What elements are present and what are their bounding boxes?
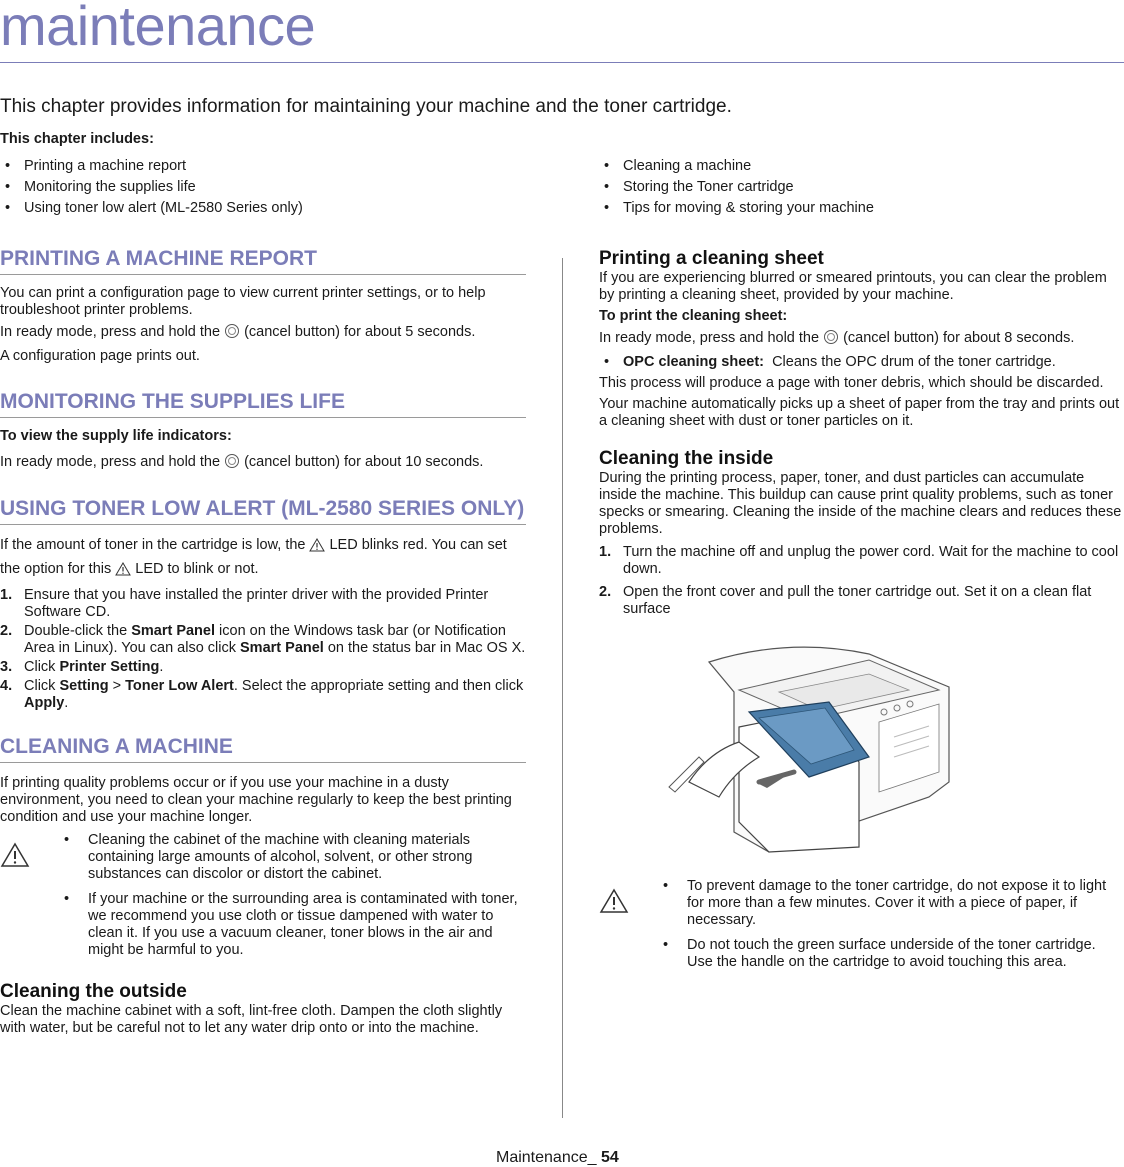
step-number: 2. bbox=[0, 623, 13, 639]
cleaning-sheet-instruction bbox=[599, 329, 1124, 350]
report-result: A configuration page prints out. bbox=[0, 348, 200, 364]
step-text: icon on the Windows task bar (or Notification Area in Linux). You can also click bbox=[24, 623, 506, 656]
report-instruction bbox=[0, 323, 526, 344]
toc-item[interactable]: • Tips for moving & storing your machine bbox=[599, 198, 874, 219]
step-bold: Printer Setting bbox=[59, 659, 160, 675]
bullet-dot: • bbox=[604, 354, 610, 370]
caution-icon bbox=[0, 842, 30, 873]
subheading-inside: Cleaning the inside bbox=[599, 448, 774, 469]
outside-paragraph: Clean the machine cabinet with a soft, lint-free cloth. Dampen the cloth slightly with water, but be careful not to let any water drip onto or into the machine. bbox=[0, 1003, 503, 1036]
toner-alert-paragraph bbox=[0, 535, 526, 583]
section-heading-cleaning: CLEANING A MACHINE bbox=[0, 736, 526, 763]
cleaning-paragraph: If printing quality problems occur or if you use your machine in a dusty environment, you need to clean your machine regularly to keep the best printing condition and use your machine longer. bbox=[0, 775, 512, 825]
step-bold: Apply bbox=[24, 695, 65, 711]
paragraph-text: If the amount of toner in the cartridge is low, the bbox=[0, 537, 306, 553]
instruction-text: (cancel button) for about 8 seconds. bbox=[843, 330, 1075, 346]
step-text: Click bbox=[24, 678, 60, 694]
step-number: 3. bbox=[0, 659, 13, 675]
right-column bbox=[599, 248, 1124, 979]
supplies-instruction bbox=[0, 453, 526, 474]
chapter-title: maintenance bbox=[0, 0, 316, 57]
caution-icon bbox=[599, 888, 629, 919]
report-paragraph: You can print a configuration page to view current printer settings, or to help troubleshoot printer problems. bbox=[0, 285, 486, 318]
caution-item: • Do not touch the green surface underside of the toner cartridge. Use the handle on the cartridge to avoid touching this area. bbox=[663, 937, 1124, 971]
step-text: . bbox=[159, 659, 164, 675]
title-rule bbox=[0, 62, 1124, 63]
inside-paragraph: During the printing process, paper, toner, and dust particles can accumulate inside the machine. This buildup can cause print quality problems, such as toner specks or smearing. Cleaning the inside of the machine clears and reduces these problems. bbox=[599, 470, 1122, 537]
opc-text: Cleans the OPC drum of the toner cartridge. bbox=[772, 354, 1056, 370]
cleaning-caution bbox=[0, 832, 526, 959]
caution-item: • To prevent damage to the toner cartridge, do not expose it to light for more than a few minutes. Cover it with a piece of paper, if necessary. bbox=[663, 878, 1124, 929]
warning-led-icon bbox=[115, 562, 131, 583]
instruction-text: (cancel button) for about 5 seconds. bbox=[244, 324, 476, 340]
step-bold: Smart Panel bbox=[131, 623, 216, 639]
step-text: . Select the appropriate setting and then click bbox=[233, 678, 524, 694]
step-item bbox=[599, 584, 1124, 618]
section-heading-toner-alert: USING TONER LOW ALERT (ML-2580 SERIES ONLY) bbox=[0, 498, 526, 525]
toner-alert-steps bbox=[0, 587, 526, 712]
cancel-button-icon bbox=[224, 323, 240, 344]
cleaning-sheet-paragraph: If you are experiencing blurred or smeared printouts, you can clear the problem by printing a cleaning sheet, provided by your machine. bbox=[599, 270, 1107, 303]
step-bold: Toner Low Alert bbox=[125, 678, 234, 694]
instruction-text: In ready mode, press and hold the bbox=[0, 324, 221, 340]
toc-item[interactable]: • Using toner low alert (ML-2580 Series only) bbox=[0, 198, 303, 219]
toc-left bbox=[0, 156, 303, 219]
toc-item[interactable]: • Cleaning a machine bbox=[599, 156, 874, 177]
cancel-button-icon bbox=[823, 329, 839, 350]
left-column bbox=[0, 248, 526, 1041]
step-item bbox=[0, 659, 526, 676]
step-number: 1. bbox=[599, 544, 612, 560]
instruction-text: In ready mode, press and hold the bbox=[599, 330, 820, 346]
toc-item[interactable]: • Storing the Toner cartridge bbox=[599, 177, 874, 198]
instruction-text: (cancel button) for about 10 seconds. bbox=[244, 454, 484, 470]
opc-bullet bbox=[599, 354, 1124, 371]
section-heading-supplies: MONITORING THE SUPPLIES LIFE bbox=[0, 391, 526, 418]
step-text: . bbox=[64, 695, 69, 711]
instruction-text: In ready mode, press and hold the bbox=[0, 454, 221, 470]
step-text: Ensure that you have installed the printer driver with the provided Printer Software CD. bbox=[24, 587, 489, 620]
step-bold: Smart Panel bbox=[240, 640, 324, 656]
section-heading-report: PRINTING A MACHINE REPORT bbox=[0, 248, 526, 275]
step-text: > bbox=[108, 678, 126, 694]
cleaning-sheet-debris: This process will produce a page with toner debris, which should be discarded. bbox=[599, 375, 1104, 391]
warning-led-icon bbox=[309, 538, 325, 559]
inside-steps bbox=[599, 544, 1124, 618]
includes-label: This chapter includes: bbox=[0, 131, 154, 147]
caution-item: • Cleaning the cabinet of the machine with cleaning materials containing large amounts of alcohol, solvent, or other strong substances can discolor or distort the cabinet. bbox=[64, 832, 526, 883]
step-text: Open the front cover and pull the toner cartridge out. Set it on a clean flat surface bbox=[623, 584, 1092, 617]
step-item bbox=[599, 544, 1124, 578]
page-footer bbox=[496, 1149, 619, 1167]
opc-label: OPC cleaning sheet: bbox=[623, 354, 765, 370]
chapter-intro: This chapter provides information for maintaining your machine and the toner cartridge. bbox=[0, 96, 732, 117]
printer-cartridge-illustration bbox=[639, 632, 959, 862]
paragraph-text: LED to blink or not. bbox=[135, 561, 259, 577]
subheading-cleaning-sheet: Printing a cleaning sheet bbox=[599, 248, 824, 269]
step-text: Turn the machine off and unplug the power cord. Wait for the machine to cool down. bbox=[623, 544, 1119, 577]
cleaning-sheet-label: To print the cleaning sheet: bbox=[599, 308, 788, 324]
footer-label: Maintenance_ bbox=[496, 1149, 597, 1166]
inside-caution bbox=[599, 878, 1124, 971]
cancel-button-icon bbox=[224, 453, 240, 474]
step-text: Click bbox=[24, 659, 60, 675]
toc-item[interactable]: • Printing a machine report bbox=[0, 156, 303, 177]
step-number: 4. bbox=[0, 678, 13, 694]
page-number: 54 bbox=[600, 1149, 619, 1166]
paragraph-text: LED blinks red. You can set the option for this bbox=[0, 537, 507, 577]
cleaning-sheet-auto: Your machine automatically picks up a sheet of paper from the tray and prints out a cleaning sheet with dust or toner particles on it. bbox=[599, 396, 1120, 429]
step-text: Double-click the bbox=[24, 623, 132, 639]
toc-right bbox=[599, 156, 874, 219]
column-divider bbox=[562, 258, 563, 1118]
printer-drawing bbox=[639, 632, 959, 862]
toc-item[interactable]: • Monitoring the supplies life bbox=[0, 177, 303, 198]
supplies-label: To view the supply life indicators: bbox=[0, 428, 232, 444]
subheading-outside: Cleaning the outside bbox=[0, 981, 187, 1002]
step-number: 1. bbox=[0, 587, 13, 603]
step-item bbox=[0, 678, 526, 712]
step-text: on the status bar in Mac OS X. bbox=[323, 640, 526, 656]
step-item bbox=[0, 587, 526, 621]
step-item bbox=[0, 623, 526, 657]
step-number: 2. bbox=[599, 584, 612, 600]
step-bold: Setting bbox=[59, 678, 109, 694]
caution-item: • If your machine or the surrounding area is contaminated with toner, we recommend you use cloth or tissue dampened with water to clean it. If you use a vacuum cleaner, toner blows in the air and might be harmful to you. bbox=[64, 891, 526, 959]
